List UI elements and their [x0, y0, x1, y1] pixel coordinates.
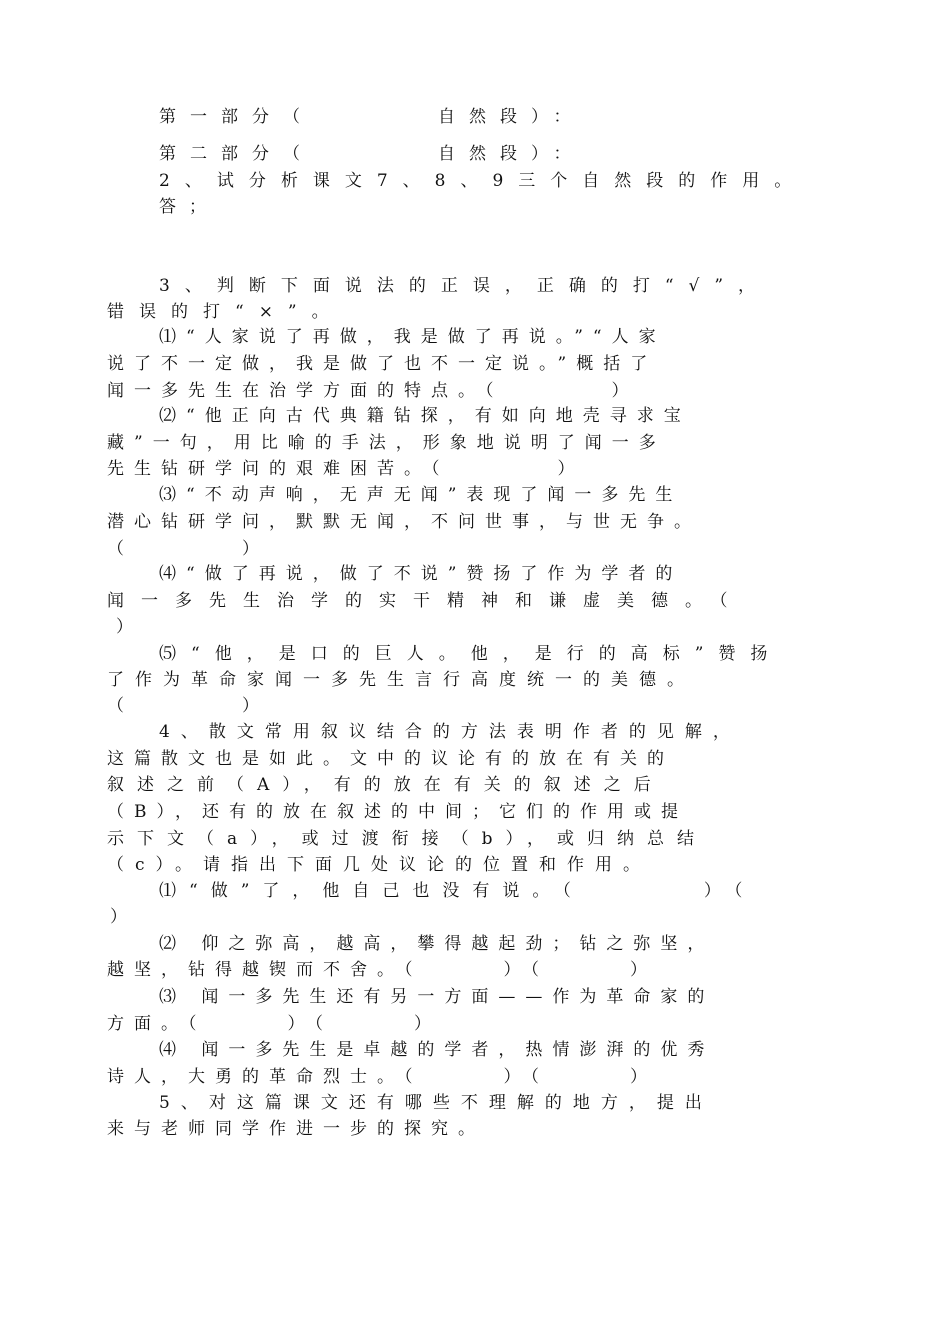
item-4-3-line: ⑶ 闻一多先生还有另一方面——作为革命家的: [159, 987, 715, 1007]
question-4-line: 叙述之前（A），有的放在有关的叙述之后: [107, 775, 664, 795]
item-3-3-line: ⑶“不动声响，无声无闻”表现了闻一多先生: [159, 485, 683, 505]
item-4-1-line: ⑴“做”了，他自己也没有说。（ ）（: [159, 881, 756, 901]
question-4-line: （c）。请指出下面几处议论的位置和作用。: [107, 855, 652, 875]
item-3-3-line: 潜心钻研学问，默默无闻，不问世事，与世无争。: [107, 512, 701, 532]
question-2-line: 2、试分析课文7、8、9三个自然段的作用。: [159, 171, 807, 191]
question-3-line: 3、判断下面说法的正误，正确的打“√”，: [159, 276, 771, 296]
item-3-5-line: （ ）: [107, 696, 269, 716]
question-3-line: 错误的打“×”。: [107, 302, 344, 322]
part-two-line: 第二部分（ 自然段）：: [159, 144, 585, 164]
item-4-1-line: ）: [110, 907, 127, 927]
item-3-2-line: 先生钻研学问的艰难困苦。（ ）: [107, 459, 585, 479]
item-3-2-line: ⑵“他正向古代典籍钻探，有如向地壳寻求宝: [159, 406, 691, 426]
item-3-5-line: ⑸“他，是口的巨人。他，是行的高标”赞扬: [159, 644, 783, 664]
question-4-line: （B），还有的放在叙述的中间；它们的作用或提: [107, 802, 688, 822]
item-3-1-line: ⑴“人家说了再做，我是做了再说。”“人家: [159, 327, 666, 347]
item-3-5-line: 了作为革命家闻一多先生言行高度统一的美德。: [107, 670, 695, 690]
item-3-2-line: 藏”一句，用比喻的手法，形象地说明了闻一多: [107, 433, 666, 453]
item-3-1-line: 闻一多先生在治学方面的特点。（ ）: [107, 381, 639, 401]
question-5-line: 5、对这篇课文还有哪些不理解的地方，提出: [159, 1093, 713, 1113]
item-4-3-line: 方面。（ ）（ ）: [107, 1014, 441, 1034]
item-3-1-line: 说了不一定做，我是做了也不一定说。”概括了: [107, 354, 658, 374]
item-3-4-line: ⑷“做了再说，做了不说”赞扬了作为学者的: [159, 564, 683, 584]
question-5-line: 来与老师同学作进一步的探究。: [107, 1119, 485, 1139]
item-3-4-line: 闻一多先生治学的实干精神和谦虚美德。（: [107, 591, 745, 611]
question-4-line: 这篇散文也是如此。文中的议论有的放在有关的: [107, 749, 674, 769]
item-4-2-line: ⑵ 仰之弥高，越高，攀得越起劲；钻之弥坚，: [159, 934, 715, 954]
question-4-line: 4、散文常用叙议结合的方法表明作者的见解，: [159, 722, 741, 742]
item-3-4-line: ）: [116, 617, 133, 637]
item-4-4-line: ⑷ 闻一多先生是卓越的学者，热情澎湃的优秀: [159, 1040, 715, 1060]
item-4-2-line: 越坚，钻得越锲而不舍。（ ）（ ）: [107, 960, 657, 980]
item-4-4-line: 诗人，大勇的革命烈士。（ ）（ ）: [107, 1067, 657, 1087]
question-4-line: 示下文（a），或过渡衔接（b），或归纳总结: [107, 829, 708, 849]
part-one-line: 第一部分（ 自然段）：: [159, 107, 585, 127]
answer-line: 答；: [159, 197, 219, 217]
item-3-3-line: （ ）: [107, 539, 269, 559]
